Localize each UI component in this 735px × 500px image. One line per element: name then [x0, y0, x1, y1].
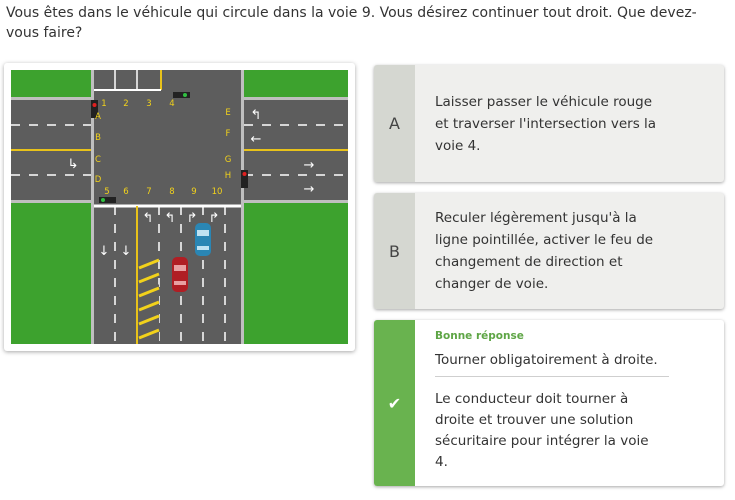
explanation-text: Le conducteur doit tourner à droite et trouver une solution sécuritaire pour intégrer la voie 4. — [435, 391, 649, 470]
checkmark-icon: ✔ — [387, 393, 402, 413]
lane-label-7: 7 — [146, 187, 152, 197]
lane-label-E: E — [225, 108, 231, 118]
correct-indicator — [374, 320, 415, 486]
svg-text:↳: ↳ — [67, 157, 79, 172]
lane-label-H: H — [224, 171, 232, 181]
svg-text:↰: ↰ — [164, 211, 176, 226]
svg-text:↓: ↓ — [120, 244, 132, 259]
svg-text:→: → — [303, 158, 315, 173]
intersection-illustration — [4, 63, 355, 351]
choice-correct[interactable] — [374, 320, 724, 486]
choice-letter: B — [374, 193, 415, 309]
choice-text: Laisser passer le véhicule rouge et traverser l'intersection vers la voie 4. — [435, 94, 657, 154]
blue-car — [195, 223, 211, 256]
choice-a[interactable] — [374, 65, 724, 182]
lane-label-9: 9 — [191, 187, 197, 197]
lane-label-D: D — [94, 175, 102, 185]
svg-text:→: → — [303, 182, 315, 197]
lane-label-3: 3 — [146, 99, 152, 109]
lane-label-C: C — [95, 155, 101, 165]
lane-label-2: 2 — [123, 99, 129, 109]
svg-text:↱: ↱ — [186, 211, 198, 226]
red-car — [172, 257, 188, 292]
choice-b[interactable] — [374, 193, 724, 309]
correct-answer: Tourner obligatoirement à droite. — [435, 352, 669, 377]
lane-label-A: A — [95, 112, 101, 122]
lane-label-8: 8 — [169, 187, 175, 197]
choice-text: Reculer légèrement jusqu'à la ligne pointillée, activer le feu de changement de direction et changer de voie. — [435, 210, 654, 292]
lane-label-6: 6 — [123, 187, 129, 197]
svg-text:↱: ↱ — [208, 211, 220, 226]
feedback-label: Bonne réponse — [435, 330, 524, 342]
lane-label-F: F — [225, 129, 231, 139]
lane-label-4: 4 — [169, 99, 175, 109]
svg-text:↰: ↰ — [250, 108, 262, 123]
lane-label-B: B — [95, 133, 101, 143]
intersection-diagram — [11, 70, 348, 344]
question-text: Vous êtes dans le véhicule qui circule dans la voie 9. Vous désirez continuer tout droit. Que devez-vous faire? — [6, 5, 697, 41]
lane-label-1: 1 — [101, 99, 107, 109]
svg-text:←: ← — [250, 132, 262, 147]
lane-label-5: 5 — [104, 187, 110, 197]
choice-letter: A — [374, 65, 415, 182]
lane-label-10: 10 — [211, 187, 223, 197]
svg-text:↓: ↓ — [98, 244, 110, 259]
svg-text:↰: ↰ — [142, 211, 154, 226]
lane-label-G: G — [224, 155, 232, 165]
